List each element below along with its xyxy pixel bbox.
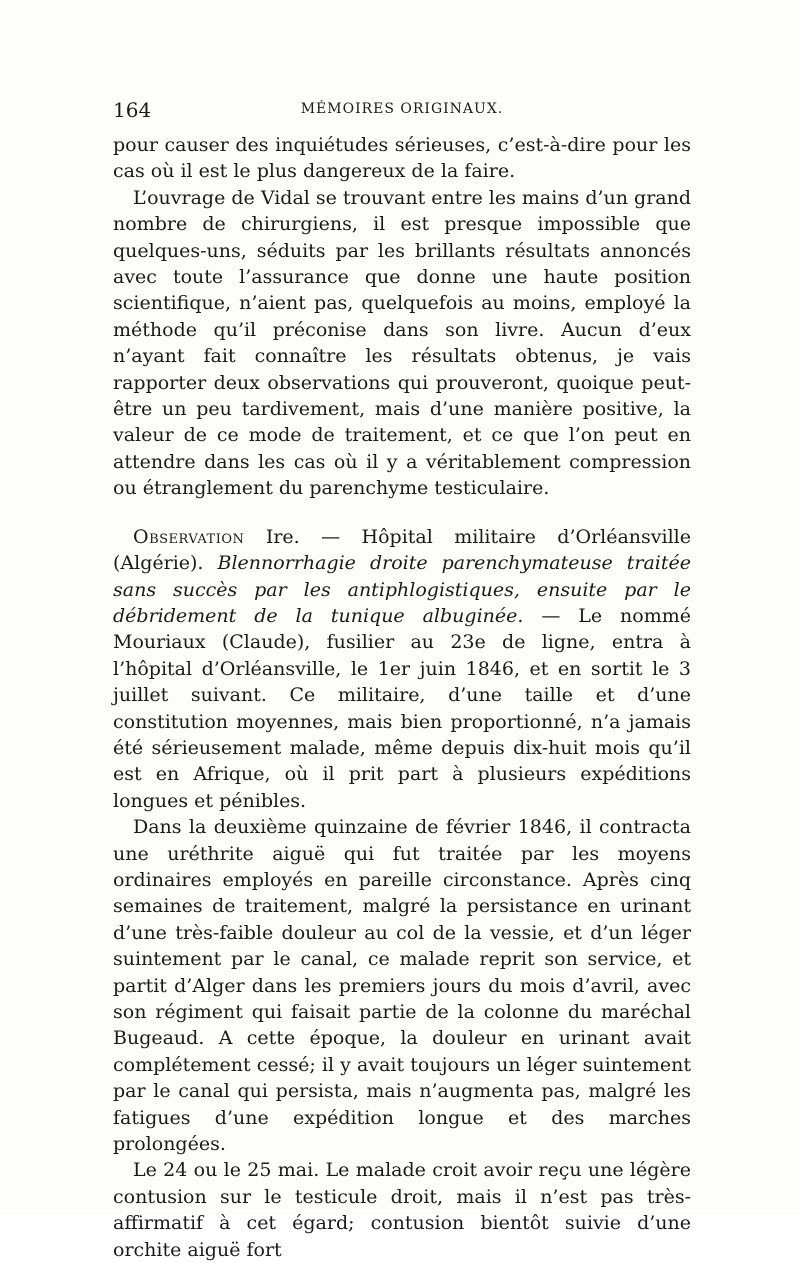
observation-label: Observation [133,525,245,548]
page-header [113,98,691,126]
paragraph: pour causer des inquiétudes sérieuses, c’est-à-dire pour les cas où il est le plus dangereux de la faire. [113,134,691,183]
observation-location: — Hôpital militaire d’Orléansville (Algérie). [113,525,692,575]
paragraph: Le 24 ou le 25 mai. Le malade croit avoir reçu une légère contusion sur le testicule droit, mais il n’est pas très-affirmatif à cet égard; contusion bientôt suivie d’une orchite aiguë fort [113,1159,691,1261]
running-head: MÉMOIRES ORIGINAUX. [300,101,504,117]
paragraph: Dans la deuxième quinzaine de février 1846, il contracta une uréthrite aiguë qui fut traitée par les moyens ordinaires employés en pareille circonstance. Après cinq semaines de traitement, malgré la persistance en urinant d’une très-faible douleur au col de la vessie, et d’un léger suintement par le canal, ce malade reprit son service, et partit d’Alger dans les premiers jours du mois d’avril, avec son régiment qui faisait partie de la colonne du maréchal Bugeaud. A cette époque, la douleur en urinant avait complétement cessé; il y avait toujours un léger suintement par le canal qui persista, mais n’augmenta pas, malgré les fatigues d’une expédition longue et des marches prolongées. [113,816,691,1156]
paragraph: L’ouvrage de Vidal se trouvant entre les mains d’un grand nombre de chirurgiens, il est presque impossible que quelques-uns, séduits par les brillants résultats annoncés avec toute l’assurance que donne une haute position scientifique, n’aient pas, quelquefois au moins, employé la méthode qu’il préconise dans son livre. Aucun d’eux n’ayant fait connaître les résultats obtenus, je vais rapporter deux observations qui prouveront, quoique peut-être un peu tardivement, mais d’une manière positive, la valeur de ce mode de traitement, et ce que l’on peut en attendre dans les cas où il y a véritablement compression ou étranglement du parenchyme testiculaire. [113,186,692,500]
observation-text: — Le nommé Mouriaux (Claude), fusilier au 23e de ligne, entra à l’hôpital d’Orléansville, le 1er juin 1846, et en sortit le 3 juillet suivant. Ce militaire, d’une taille et d’une constitution moyennes, mais bien proportionné, n’a jamais été sérieusement malade, même depuis dix-huit mois qu’il est en Afrique, où il prit part à plusieurs expéditions longues et pénibles. [113,604,692,812]
observation-number: Ire. [265,525,300,548]
body-text [113,132,691,1263]
observation-paragraph [113,524,691,814]
page-number: 164 [113,98,152,122]
observation-title: Blennorrhagie droite parenchymateuse traitée sans succès par les antiphlogistiques, ensuite par le débridement de la tunique albuginée. [113,552,691,627]
